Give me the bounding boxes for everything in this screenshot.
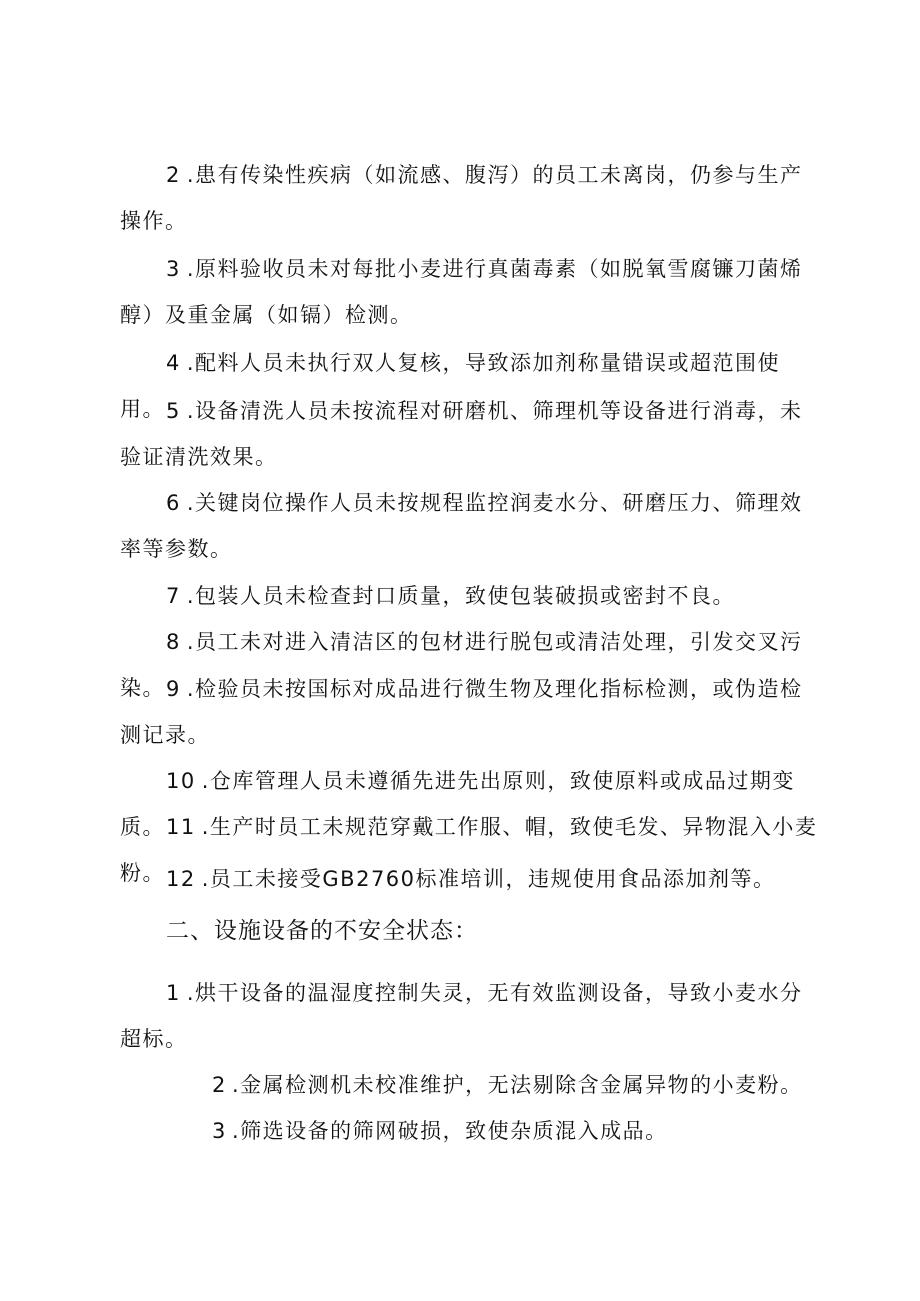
- list-item: [120, 856, 820, 902]
- item-text: .包装人员未检查封口质量，致使包装破损或密封不良。: [186, 584, 736, 608]
- list-item: [120, 573, 820, 619]
- item-text: .原料验收员未对每批小麦进行真菌毒素（如脱氧雪腐镰刀菌烯醇）及重金属（如镉）检测。: [120, 257, 803, 327]
- item-text: .员工未接受GB2760标准培训，违规使用食品添加剂等。: [201, 867, 776, 891]
- item-text: .员工未对进入清洁区的包材进行脱包或清洁处理，引发交叉污染。: [120, 630, 803, 700]
- list-item: [120, 1062, 820, 1108]
- list-item: [120, 480, 820, 572]
- item-text: .金属检测机未校准维护，无法剔除含金属异物的小麦粉。: [232, 1073, 803, 1097]
- list-item: [120, 388, 820, 480]
- section-heading: 二、设施设备的不安全状态：: [166, 918, 478, 944]
- item-number: 2: [166, 163, 181, 187]
- list-item: [120, 152, 820, 244]
- item-text: .生产时员工未规范穿戴工作服、帽，致使毛发、异物混入小麦粉。: [120, 815, 818, 885]
- list-item: [120, 1108, 820, 1154]
- item-number: 4: [166, 351, 181, 375]
- item-text: .患有传染性疾病（如流感、腹泻）的员工未离岗，仍参与生产操作。: [120, 163, 803, 233]
- item-text: .仓库管理人员未遵循先进先出原则，致使原料或成品过期变质。: [120, 769, 795, 839]
- item-number: 9: [166, 677, 181, 701]
- item-number: 2: [212, 1073, 227, 1097]
- item-number: 3: [212, 1119, 227, 1143]
- item-text: .关键岗位操作人员未按规程监控润麦水分、研磨压力、筛理效率等参数。: [120, 491, 803, 561]
- item-number: 7: [166, 584, 181, 608]
- item-text: .检验员未按国标对成品进行微生物及理化指标检测，或伪造检测记录。: [120, 677, 803, 747]
- item-number: 5: [166, 399, 181, 423]
- item-number: 6: [166, 491, 181, 515]
- item-text: .烘干设备的温湿度控制失灵，无有效监测设备，导致小麦水分超标。: [120, 981, 803, 1051]
- item-number: 11: [166, 815, 196, 839]
- item-number: 1: [166, 981, 181, 1005]
- item-number: 12: [166, 867, 196, 891]
- list-item: [120, 666, 820, 758]
- list-item: [120, 970, 820, 1062]
- item-text: .筛选设备的筛网破损，致使杂质混入成品。: [232, 1119, 668, 1143]
- item-number: 8: [166, 630, 181, 654]
- item-text: .设备清洗人员未按流程对研磨机、筛理机等设备进行消毒，未验证清洗效果。: [120, 399, 803, 469]
- item-text: .配料人员未执行双人复核，导致添加剂称量错误或超范围使用。: [120, 351, 781, 421]
- item-number: 3: [166, 257, 181, 281]
- item-number: 10: [166, 769, 196, 793]
- list-item: [120, 246, 820, 338]
